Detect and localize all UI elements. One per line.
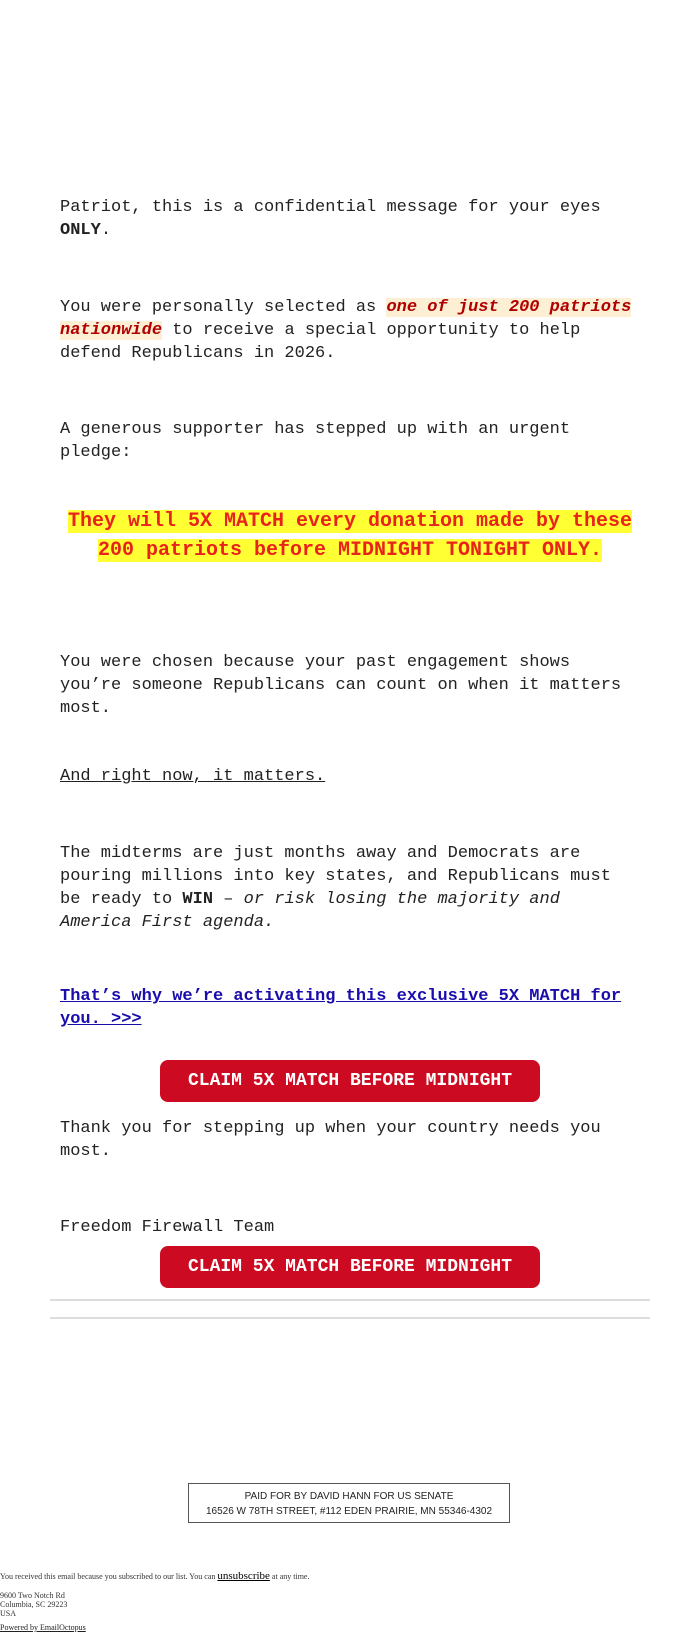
powered-by <box>0 1623 86 1632</box>
selected-paragraph: You were personally selected as one of just 200 patriots nationwide to receive a special opportunity to help defend Republicans in 2026. <box>60 298 632 363</box>
chosen-paragraph: You were chosen because your past engagement shows you’re someone Republicans can count on when it matters most. <box>60 653 622 718</box>
selected-highlight: one of just 200 patriots nationwide <box>60 298 632 340</box>
pledge-paragraph: A generous supporter has stepped up with an urgent pledge: <box>60 420 571 462</box>
thanks-paragraph: Thank you for stepping up when your country needs you most. <box>60 1119 601 1161</box>
cta-link-paragraph <box>60 985 640 1031</box>
only-emphasis: ONLY <box>60 221 101 240</box>
divider-1 <box>50 1299 650 1301</box>
subscription-notice: You received this email because you subscribed to our list. You can unsubscribe at any time. <box>0 1570 310 1582</box>
divider-2 <box>50 1317 650 1319</box>
signature: Freedom Firewall Team <box>60 1218 275 1237</box>
paid-for-disclaimer: PAID FOR BY DAVID HANN FOR US SENATE 16526 W 78TH STREET, #112 EDEN PRAIRIE, MN 55346-4302 <box>188 1483 510 1523</box>
midterms-paragraph: The midterms are just months away and Democrats are pouring millions into key states, and Republicans must be ready to WIN – or risk losing the majority and America First agenda. <box>60 844 611 932</box>
claim-match-button-bottom[interactable]: CLAIM 5X MATCH BEFORE MIDNIGHT <box>160 1246 540 1288</box>
intro-paragraph: Patriot, this is a confidential message for your eyes ONLY. <box>60 198 601 240</box>
emailoctopus-link[interactable]: Powered by EmailOctopus <box>0 1623 86 1632</box>
activate-match-link[interactable]: That’s why we’re activating this exclusive 5X MATCH for you. >>> <box>60 987 622 1029</box>
claim-match-button-top[interactable]: CLAIM 5X MATCH BEFORE MIDNIGHT <box>160 1060 540 1102</box>
match-banner: They will 5X MATCH every donation made by these 200 patriots before MIDNIGHT TONIGHT ONLY. <box>67 510 633 562</box>
matters-line: And right now, it matters. <box>60 767 326 786</box>
unsubscribe-link[interactable]: unsubscribe <box>217 1570 270 1582</box>
mailing-address: 9600 Two Notch Rd Columbia, SC 29223 USA <box>0 1591 68 1618</box>
